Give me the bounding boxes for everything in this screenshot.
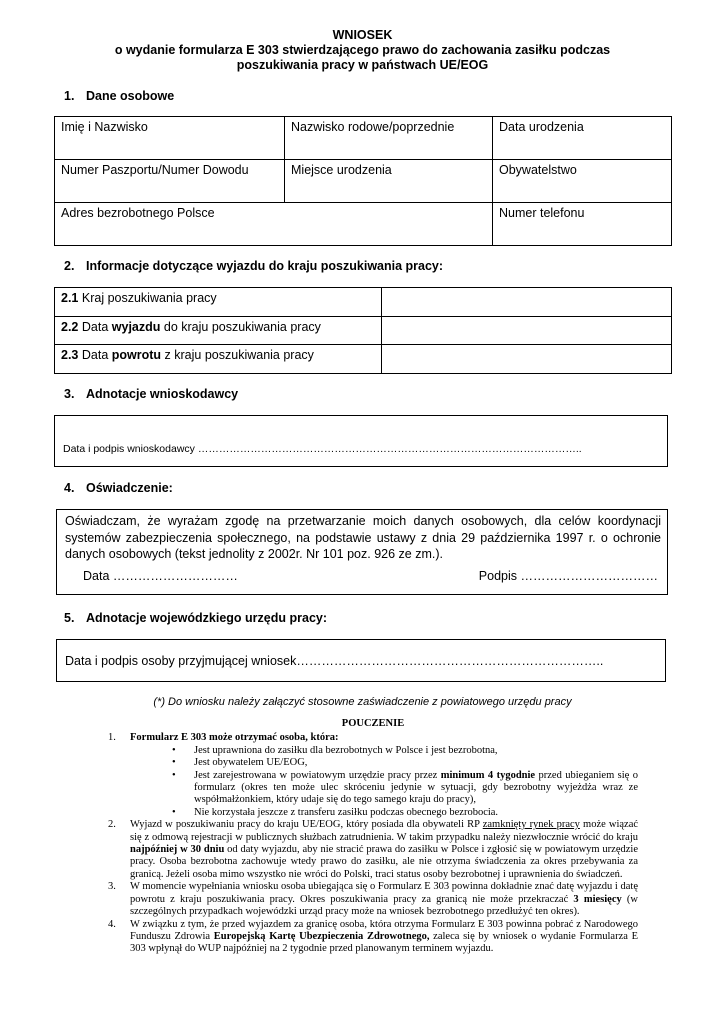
field-name[interactable]: Imię i Nazwisko xyxy=(55,117,285,160)
row-return-date: 2.3 Data powrotu z kraju poszukiwania pracy xyxy=(55,345,382,374)
section-4-heading: 4. Oświadczenie: xyxy=(64,481,173,495)
field-address[interactable]: Adres bezrobotnego Polsce xyxy=(55,203,493,246)
section-3-heading: 3. Adnotacje wnioskodawcy xyxy=(64,387,239,401)
notice-bullet: • Nie korzystała jeszcze z transferu zasiłku podczas obecnego bezrobocia. xyxy=(172,807,638,819)
office-notes-box[interactable] xyxy=(56,639,666,682)
field-phone[interactable]: Numer telefonu xyxy=(493,203,672,246)
field-family-name[interactable]: Nazwisko rodowe/poprzednie xyxy=(285,117,493,160)
declaration-text: Oświadczam, że wyrażam zgodę na przetwarzanie moich danych osobowych, dla celów koordynacji systemów zabezpieczenia społecznego, na podstawie ustawy z dnia 29 października 1997 r. o ochronie danych osobowych (tekst jednolity z 2002r. Nr 101 poz. 926 ze zm.). xyxy=(65,514,661,561)
row-departure-date: 2.2 Data wyjazdu do kraju poszukiwania pracy xyxy=(55,317,382,345)
attachment-note: (*) Do wniosku należy załączyć stosowne zaświadczenie z powiatowego urzędu pracy xyxy=(153,696,572,708)
section-5-title: Adnotacje wojewódzkiego urzędu pracy: xyxy=(86,611,328,625)
notice-item-1: 1. Formularz E 303 może otrzymać osoba, która: • Jest uprawniona do zasiłku dla bezrobotnych w Polsce i jest bezrobotna, • Jest obywatelem UE/EOG, • Jest zarejestrowana w powiatowym urzędzie pracy przez minimum 4 tygodnie przed ubieganiem się o formularz (okres ten może ulec skróceniu jedynie w sytuacji, gdy bezrobotny wyjeżdża wraz ze współmałżonkiem, który udaje się do tego samego kraju do pracy), • Nie korzystała jeszcze z transferu zasiłku podczas obecnego bezrobocia. xyxy=(108,732,638,819)
return-date-input[interactable] xyxy=(382,345,672,374)
title-line-2: poszukiwania pracy w państwach UE/EOG xyxy=(236,58,489,72)
section-5-heading: 5. Adnotacje wojewódzkiego urzędu pracy: xyxy=(64,611,328,625)
field-citizenship[interactable]: Obywatelstwo xyxy=(493,160,672,203)
departure-date-input[interactable] xyxy=(382,317,672,345)
section-1-heading xyxy=(64,89,174,103)
notice-bullet: • Jest uprawniona do zasiłku dla bezrobotnych w Polsce i jest bezrobotna, xyxy=(172,745,638,757)
declaration-signature[interactable]: Podpis …………………………… xyxy=(478,569,658,583)
personal-data-table xyxy=(54,116,672,246)
applicant-notes-box[interactable] xyxy=(54,415,668,467)
notice-section xyxy=(108,718,638,956)
declaration-box xyxy=(56,509,668,595)
field-id-number[interactable]: Numer Paszportu/Numer Dowodu xyxy=(55,160,285,203)
notice-bullet: • Jest obywatelem UE/EOG, xyxy=(172,757,638,769)
section-1-title: Dane osobowe xyxy=(86,89,175,103)
section-3-title: Adnotacje wnioskodawcy xyxy=(86,387,239,401)
title-line-1: o wydanie formularza E 303 stwierdzającego prawo do zachowania zasiłku podczas xyxy=(114,43,611,57)
field-birth-place[interactable]: Miejsce urodzenia xyxy=(285,160,493,203)
notice-item-4: 4. W związku z tym, że przed wyjazdem za granicę osoba, która otrzyma Formularz E 303 powinna pobrać z Narodowego Funduszu Zdrowia Europejską Kartę Ubezpieczenia Zdrowotnego, zaleca się by wniosek o wydanie Formularza E 303 wpłynął do WUP najpóźniej na 2 tygodnie przed planowanym terminem wyjazdu. xyxy=(108,918,638,955)
notice-item-2: 2. Wyjazd w poszukiwaniu pracy do kraju UE/EOG, który posiada dla obywateli RP zamknięty rynek pracy może wiązać się z odmową rejestracji w publicznych służbach zatrudnienia. W takim przypadku należy niezwłocznie wrócić do kraju najpóźniej w 30 dniu od daty wyjazdu, aby nie stracić prawa do zasiłku w Polsce i zgłosić się w powiatowym urzędzie pracy. Osoba bezrobotna zachowuje wtedy prawo do zasiłku, ale nie otrzyma świadczenia za okres przebywania za granicą. Jeżeli osoba mimo wszystko nie wróci do Polski, traci status osoby bezrobotnej i uprawnienia do świadczeń. xyxy=(108,819,639,880)
field-birth-date[interactable]: Data urodzenia xyxy=(493,117,672,160)
trip-info-table xyxy=(54,287,672,374)
section-1-number: 1. xyxy=(64,89,75,103)
office-sign-line: Data i podpis osoby przyjmującej wniosek……………………………………………………………….. xyxy=(65,654,604,668)
row-country: 2.1 Kraj poszukiwania pracy xyxy=(55,288,382,317)
notice-item-3: 3. W momencie wypełniania wniosku osoba ubiegająca się o Formularz E 303 powinna dokładnie znać datę wyjazdu i datę powrotu z kraju poszukiwania pracy. Okres poszukiwania pracy za granicą nie może przekraczać 3 miesięcy (w szczególnych przypadkach wojewódzki urząd pracy może na wniosek bezrobotnego przedłużyć ten okres). xyxy=(108,881,639,918)
title-main: WNIOSEK xyxy=(332,28,393,42)
section-2-title: Informacje dotyczące wyjazdu do kraju poszukiwania pracy: xyxy=(86,259,444,273)
applicant-sign-line: Data i podpis wnioskodawcy ……………………………………………………………………………………………….. xyxy=(63,443,582,455)
country-input[interactable] xyxy=(382,288,672,317)
section-4-title: Oświadczenie: xyxy=(86,481,173,495)
document-title xyxy=(0,28,725,73)
section-2-heading: 2. Informacje dotyczące wyjazdu do kraju poszukiwania pracy: xyxy=(64,259,444,273)
declaration-date[interactable]: Data ………………………… xyxy=(83,569,238,583)
notice-bullet: • Jest zarejestrowana w powiatowym urzędzie pracy przez minimum 4 tygodnie przed ubieganiem się o formularz (okres ten może ulec skróceniu jedynie w sytuacji, gdy bezrobotny wyjeżdża wraz ze współmałżonkiem, który udaje się do tego samego kraju do pracy), xyxy=(172,770,638,807)
notice-heading: POUCZENIE xyxy=(341,718,405,729)
